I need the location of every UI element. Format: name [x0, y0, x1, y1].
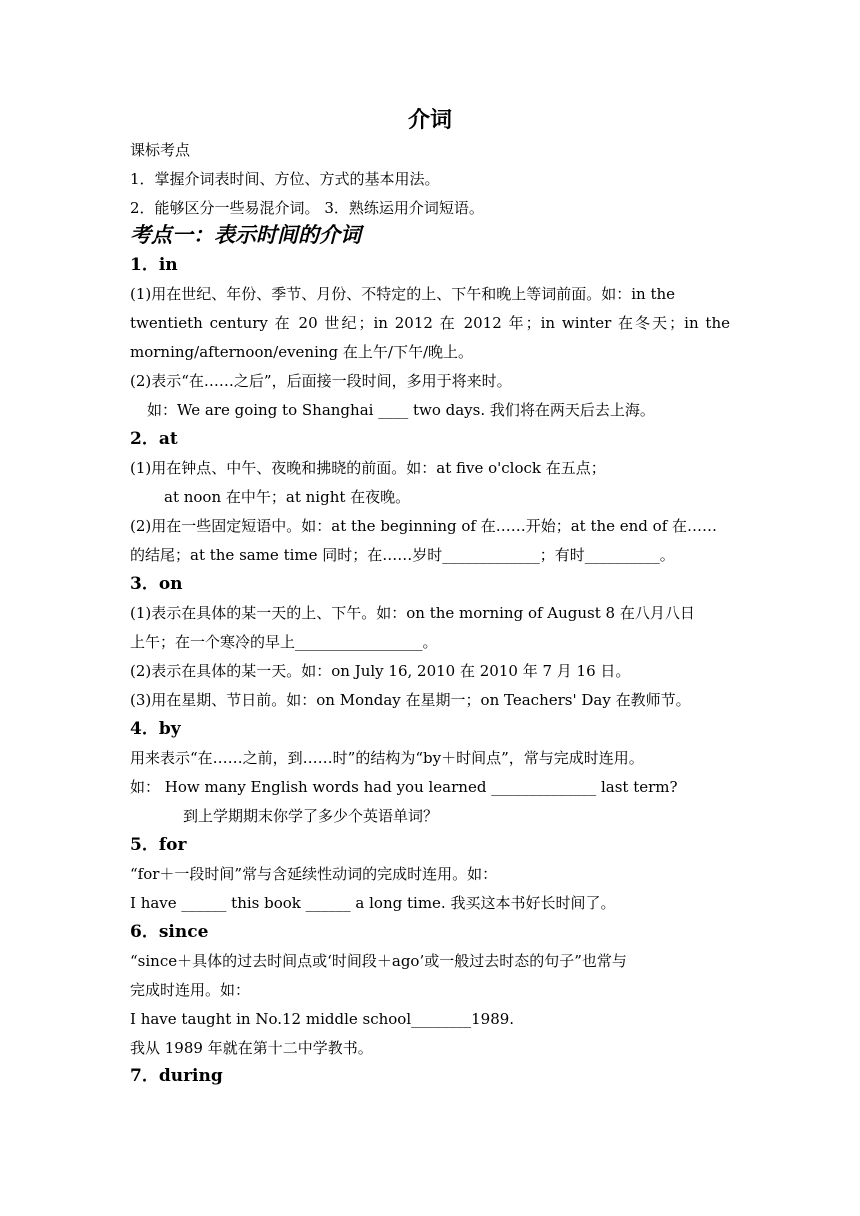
text-line: 上午；在一个寒冷的早上_________________。 [130, 633, 438, 651]
heading-since: 6．since [130, 922, 209, 942]
text-line: 的结尾；at the same time 同时；在……岁时_____________；有时__________。 [130, 546, 675, 564]
text-line: (1)表示在具体的某一天的上、下午。如：on the morning of August 8 在八月八日 [130, 604, 695, 622]
text-line: (2)表示“在……之后”，后面接一段时间，多用于将来时。 [130, 372, 512, 390]
text-line: (2)用在一些固定短语中。如：at the beginning of 在……开始；at the end of 在…… [130, 517, 718, 535]
heading-in: 1．in [130, 255, 178, 275]
heading-during: 7．during [130, 1066, 223, 1086]
goal-line: 2．能够区分一些易混介词。 3．熟练运用介词短语。 [130, 199, 484, 217]
example-line: I have taught in No.12 middle school________1989. [130, 1010, 515, 1028]
text-line: 用来表示“在……之前，到……时”的结构为“by＋时间点”，常与完成时连用。 [130, 749, 644, 767]
text-line: “for＋一段时间”常与含延续性动词的完成时连用。如： [130, 865, 498, 883]
heading-by: 4．by [130, 719, 181, 739]
heading-at: 2．at [130, 429, 178, 449]
section-label: 课标考点 [130, 141, 191, 159]
text-line: 到上学期期末你学了多少个英语单词？ [183, 807, 439, 825]
text-line: “since＋具体的过去时间点或‘时间段＋ago’或一般过去时态的句子”也常与 [130, 952, 627, 970]
goal-line: 1．掌握介词表时间、方位、方式的基本用法。 [130, 170, 440, 188]
heading-for: 5．for [130, 835, 187, 855]
text-line: (1)用在世纪、年份、季节、月份、不特定的上、下午和晚上等词前面。如：in the [130, 285, 676, 303]
example-line: 如：We are going to Shanghai ____ two days. 我们将在两天后去上海。 [147, 401, 655, 419]
text-line: morning/afternoon/evening 在上午/下午/晚上。 [130, 343, 474, 361]
text-line: at noon 在中午；at night 在夜晚。 [164, 488, 411, 506]
example-line: I have ______ this book ______ a long time. 我买这本书好长时间了。 [130, 894, 616, 912]
example-line: 如： How many English words had you learned ______________ last term? [130, 778, 678, 796]
page-title: 介词 [407, 107, 452, 133]
text-line: twentieth century 在 20 世纪；in 2012 在 2012 年；in winter 在冬天；in the [130, 314, 730, 332]
topic-heading: 考点一：表示时间的介词 [130, 222, 361, 247]
heading-on: 3．on [130, 574, 183, 594]
text-line: 完成时连用。如： [130, 981, 251, 999]
text-line: (2)表示在具体的某一天。如：on July 16, 2010 在 2010 年 7 月 16 日。 [130, 662, 631, 680]
text-line: 我从 1989 年就在第十二中学教书。 [130, 1039, 373, 1057]
text-line: (1)用在钟点、中午、夜晚和拂晓的前面。如：at five o'clock 在五点； [130, 459, 606, 477]
text-line: (3)用在星期、节日前。如：on Monday 在星期一；on Teachers' Day 在教师节。 [130, 691, 691, 709]
